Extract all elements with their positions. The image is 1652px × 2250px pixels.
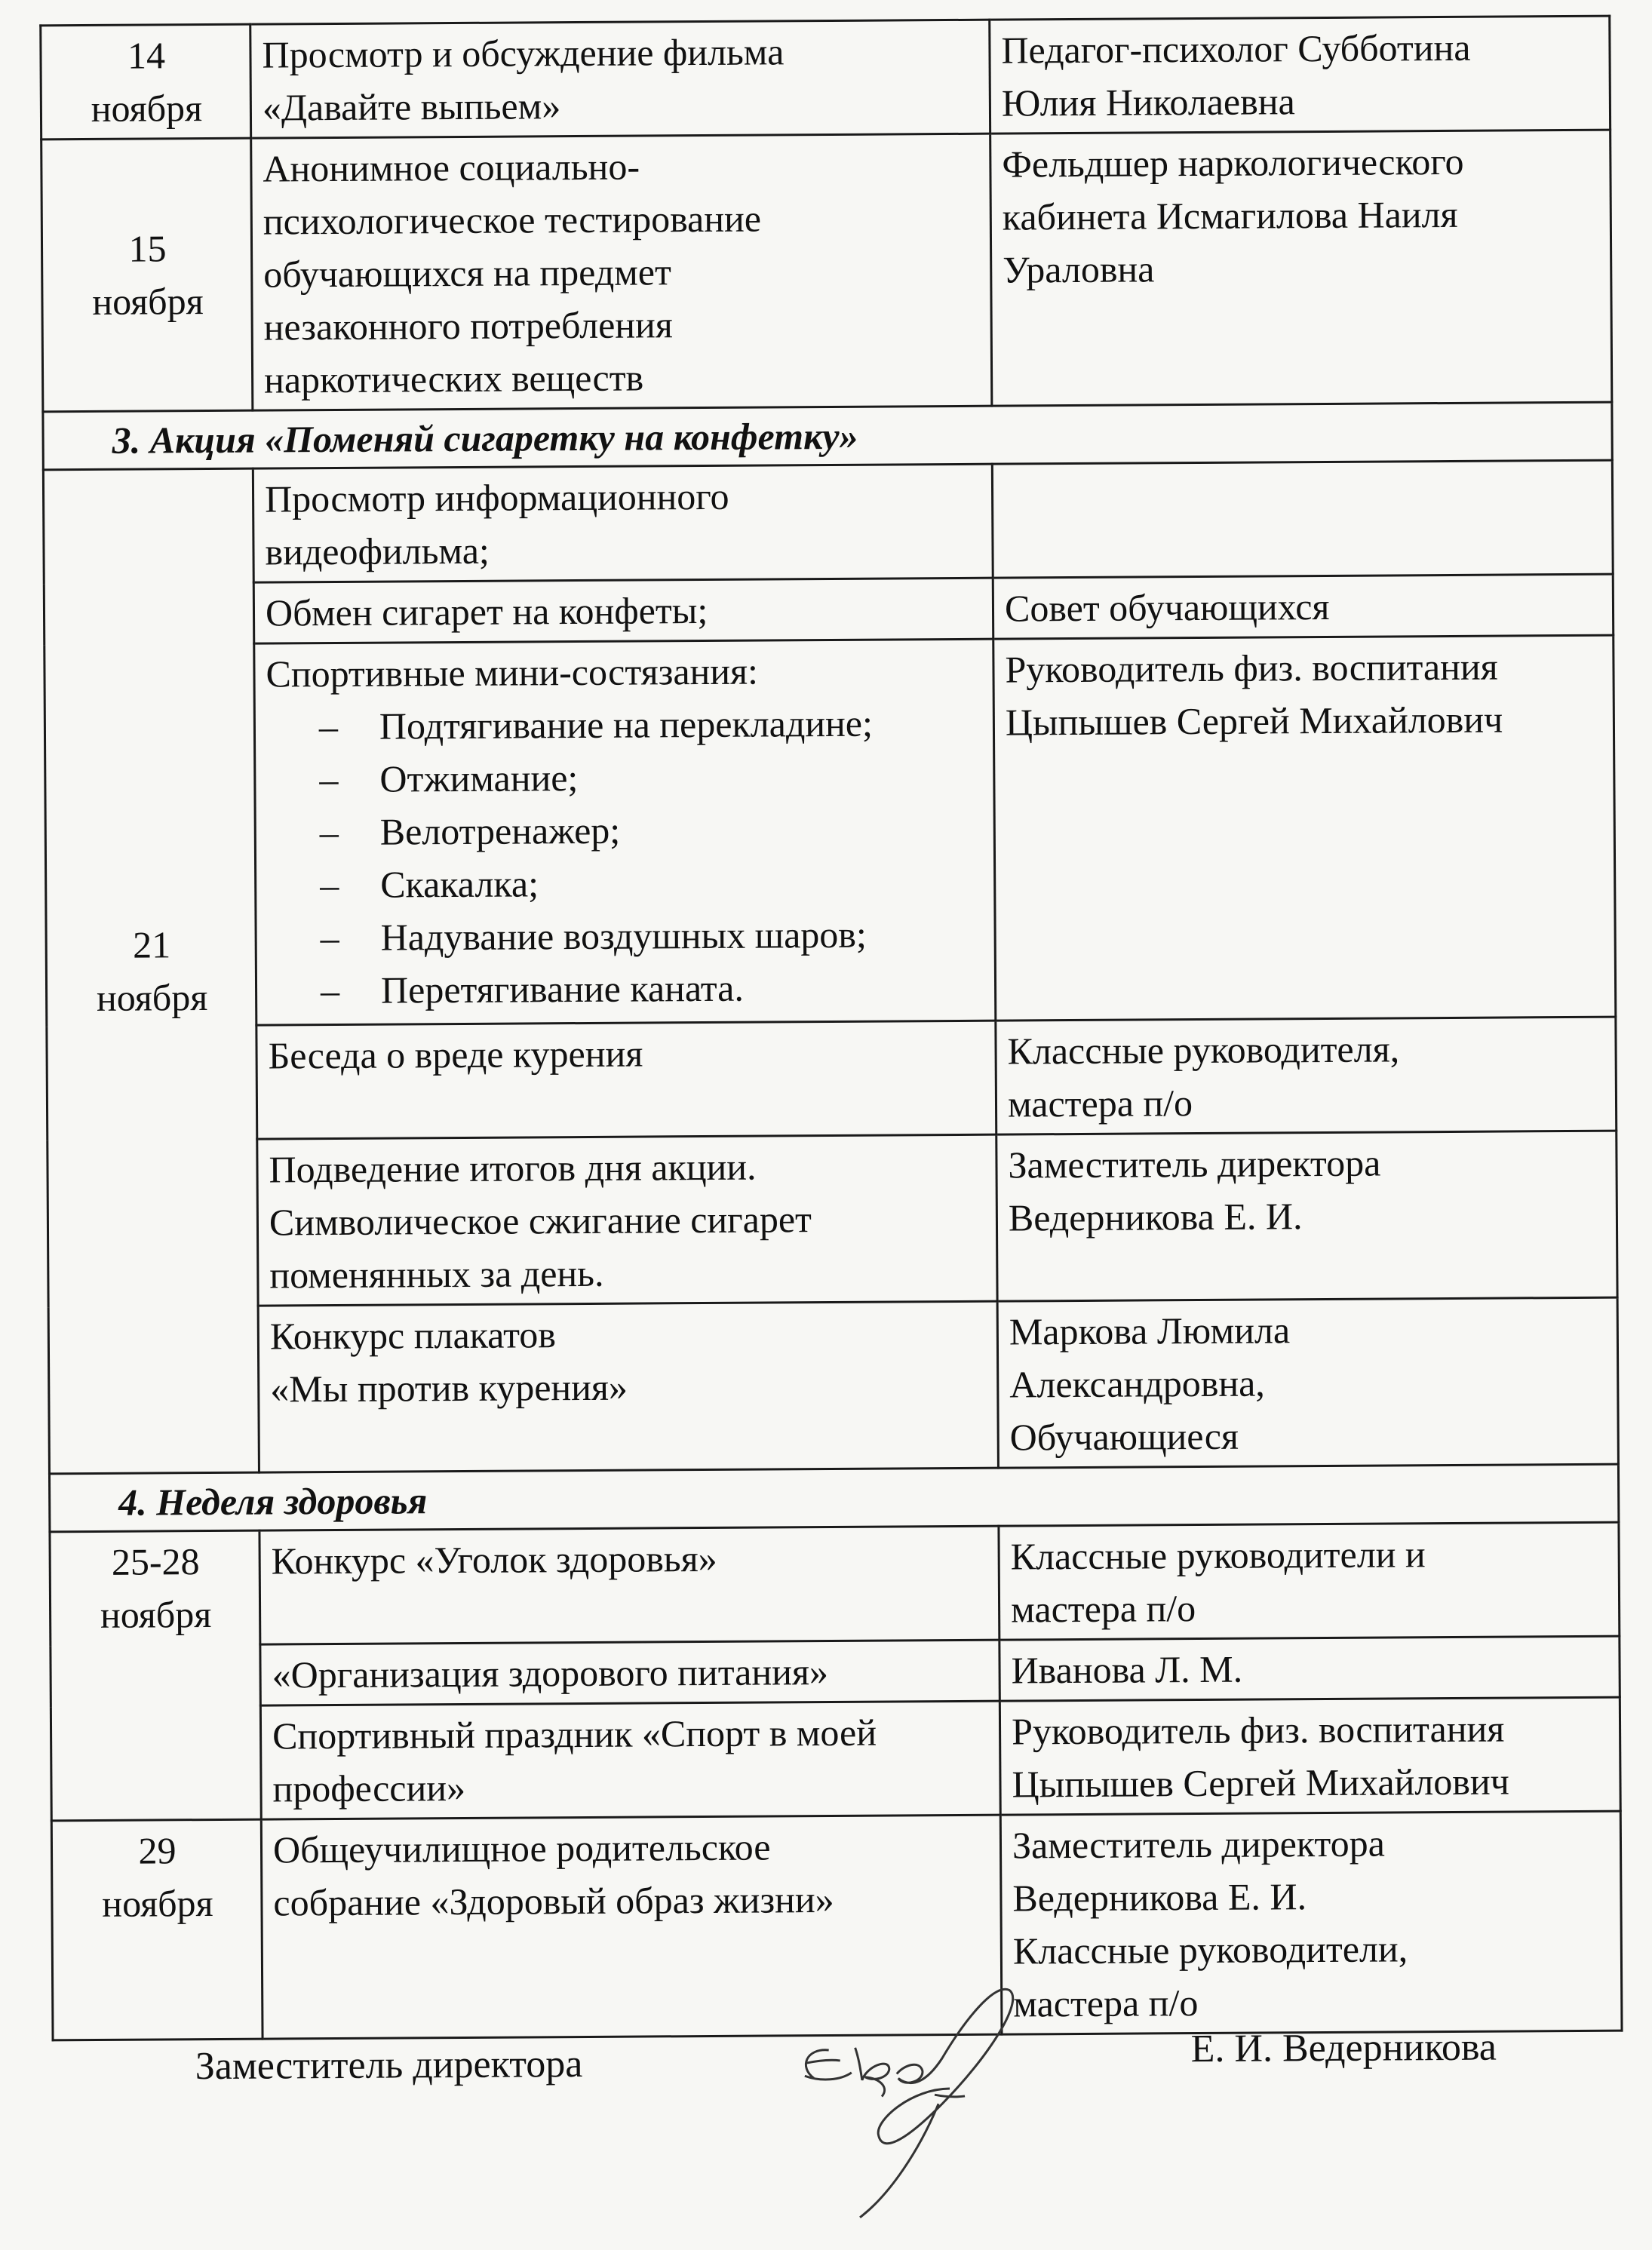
responsible-line: Педагог-психолог Субботина [1001, 26, 1471, 72]
responsible-cell [997, 1297, 1618, 1468]
responsible-line: Цыпышев Сергей Михайлович [1005, 698, 1503, 744]
responsible-line: Иванова Л. М. [1011, 1647, 1243, 1692]
date-day: 21 [133, 923, 171, 966]
activity-line: Просмотр и обсуждение фильма [262, 30, 785, 76]
date-day: 29 [138, 1829, 177, 1872]
activity-line: Анонимное социально- [263, 145, 640, 190]
responsible-line: мастера п/о [1013, 1981, 1199, 2025]
activity-line: Конкурс «Уголок здоровья» [271, 1536, 717, 1582]
section-header-row [43, 402, 1612, 470]
table-row [48, 1131, 1617, 1307]
responsible-line: кабинета Исмагилова Наиля [1002, 192, 1458, 238]
table-row [43, 460, 1613, 584]
activity-line: профессии» [272, 1766, 466, 1810]
responsible-line: Фельдшер наркологического [1002, 140, 1464, 186]
date-day: 14 [127, 34, 166, 77]
activity-cell [257, 1134, 997, 1306]
responsible-line: Совет обучающихся [1004, 585, 1330, 630]
responsible-line: Юлия Николаевна [1001, 80, 1295, 124]
activity-line: наркотических веществ [263, 356, 644, 401]
list-item: – Велотренажер; [320, 802, 984, 858]
activity-line: Подведение итогов дня акции. [269, 1145, 757, 1191]
responsible-cell [993, 635, 1616, 1021]
date-month: ноября [96, 976, 208, 1019]
date-month: ноября [102, 1882, 213, 1925]
activity-line: Конкурс плакатов [269, 1313, 557, 1358]
activity-cell [258, 1301, 998, 1472]
activity-line: Спортивный праздник «Спорт в моей [272, 1711, 877, 1757]
table-row [50, 1522, 1620, 1646]
activity-cell [260, 1640, 999, 1705]
list-item: – Надувание воздушных шаров; [320, 907, 984, 964]
activity-cell [250, 20, 990, 138]
section-header-row [49, 1464, 1618, 1532]
responsible-cell [993, 574, 1613, 639]
responsible-cell [1000, 1811, 1622, 2034]
responsible-cell [996, 1017, 1617, 1134]
activity-line: психологическое тестирование [263, 197, 762, 243]
activity-line: Общеучилищное родительское [272, 1825, 771, 1871]
activity-cell [251, 134, 992, 410]
signatory-name: Е. И. Ведерникова [1190, 2025, 1497, 2071]
responsible-cell [990, 130, 1612, 406]
activity-line: незаконного потребления [263, 303, 673, 348]
table-row [51, 1697, 1620, 1821]
date-month: ноября [92, 280, 204, 323]
table-row [41, 16, 1611, 140]
responsible-line: Обучающиеся [1009, 1414, 1239, 1459]
responsible-line: Заместитель директора [1008, 1141, 1381, 1186]
responsible-line: Ведерникова Е. И. [1008, 1195, 1303, 1239]
activity-line: поменянных за день. [269, 1251, 604, 1297]
responsible-cell [990, 16, 1611, 134]
responsible-cell [996, 1131, 1617, 1301]
date-cell [43, 468, 259, 1474]
responsible-line: Руководитель физ. воспитания [1005, 645, 1498, 691]
responsible-line: Классные руководителя, [1007, 1027, 1400, 1073]
responsible-cell [999, 1697, 1620, 1815]
responsible-line: Заместитель директора [1012, 1822, 1385, 1867]
list-item: – Подтягивание на перекладине; [319, 696, 984, 753]
table-row [45, 635, 1616, 1027]
activity-line: Спортивные мини-состязания: [266, 649, 759, 695]
responsible-line: Классные руководители и [1010, 1533, 1426, 1578]
events-table [39, 15, 1623, 2042]
activity-line: Просмотр информационного [264, 474, 729, 520]
responsible-cell [999, 1522, 1620, 1640]
section-title: 4. Неделя здоровья [49, 1464, 1618, 1532]
responsible-line: Руководитель физ. воспитания [1011, 1707, 1505, 1753]
signature [783, 1975, 1033, 2225]
date-day: 25-28 [111, 1540, 200, 1583]
responsible-cell [992, 460, 1613, 578]
activity-cell [260, 1701, 1000, 1819]
date-cell [41, 138, 253, 412]
responsible-line: мастера п/о [1007, 1082, 1193, 1125]
responsible-line: Цыпышев Сергей Михайлович [1012, 1760, 1509, 1806]
responsible-line: Маркова Люмила [1009, 1309, 1291, 1353]
responsible-cell [999, 1636, 1620, 1701]
section-title: 3. Акция «Поменяй сигаретку на конфетку» [43, 402, 1612, 470]
activity-cell [253, 578, 993, 643]
table-row [51, 1636, 1620, 1707]
responsible-line: Ураловна [1003, 247, 1155, 291]
activity-line: «Давайте выпьем» [262, 84, 561, 129]
responsible-line: Классные руководители, [1012, 1927, 1408, 1972]
activity-line: видеофильма; [265, 529, 490, 573]
date-cell [50, 1530, 261, 1821]
list-item: – Скакалка; [320, 855, 984, 911]
table-row [47, 1017, 1617, 1140]
responsible-line: Ведерникова Е. И. [1012, 1875, 1307, 1920]
list-item: – Перетягивание каната. [321, 960, 985, 1017]
date-month: ноября [91, 87, 203, 130]
competition-list [266, 696, 986, 1018]
table-row [41, 130, 1612, 412]
date-cell [41, 24, 251, 140]
activity-line: «Мы против курения» [270, 1365, 628, 1410]
table-row [48, 1297, 1618, 1474]
activity-line: обучающихся на предмет [263, 250, 672, 296]
activity-line: Беседа о вреде курения [268, 1032, 643, 1077]
activity-line: Символическое сжигание сигарет [269, 1198, 812, 1244]
activity-cell [254, 639, 996, 1025]
activity-cell [256, 1021, 996, 1139]
activity-line: «Организация здорового питания» [272, 1650, 829, 1696]
list-item: – Отжимание; [319, 749, 984, 806]
date-cell [51, 1819, 263, 2040]
responsible-line: мастера п/о [1010, 1587, 1196, 1631]
activity-cell [253, 464, 993, 582]
date-month: ноября [100, 1593, 212, 1636]
activity-line: собрание «Здоровый образ жизни» [273, 1877, 834, 1924]
activity-line: Обмен сигарет на конфеты; [265, 588, 708, 634]
responsible-line: Александровна, [1009, 1361, 1266, 1406]
date-day: 15 [128, 227, 167, 270]
activity-cell [259, 1526, 999, 1644]
table-row [44, 574, 1613, 645]
signatory-role: Заместитель директора [195, 2043, 583, 2089]
